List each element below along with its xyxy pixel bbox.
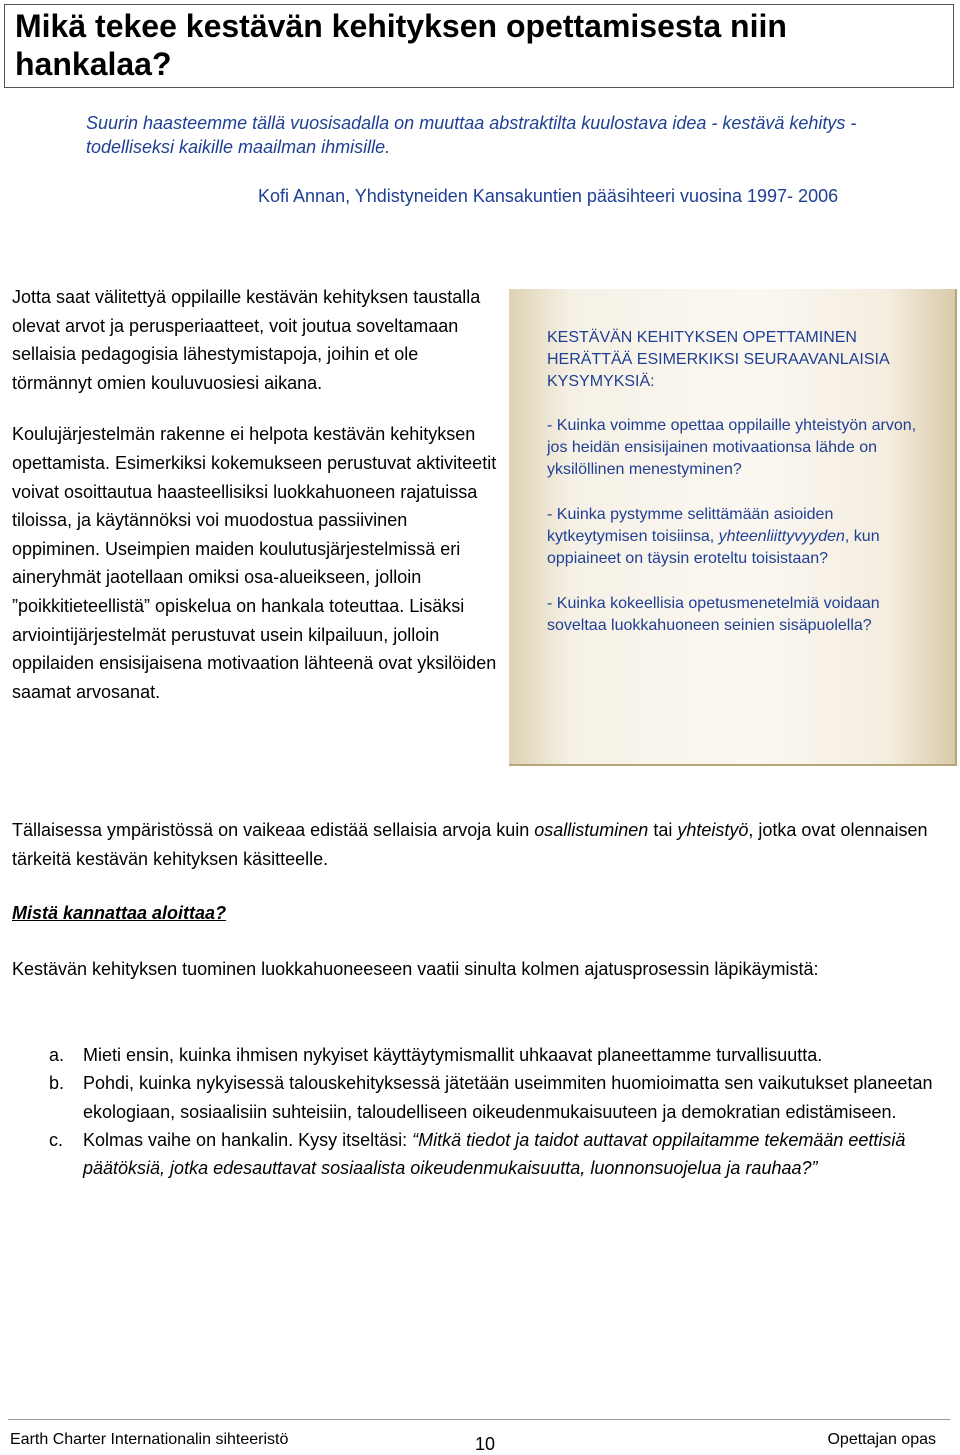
questions-callout xyxy=(509,289,957,766)
footer-organization: Earth Charter Internationalin sihteeristö xyxy=(10,1431,289,1448)
values-emphasis-participation: osallistuminen xyxy=(534,820,649,840)
list-marker: a. xyxy=(49,1045,65,1065)
quote-attribution: Kofi Annan, Yhdistyneiden Kansakuntien pääsihteeri vuosina 1997- 2006 xyxy=(258,186,839,206)
quote-text: Suurin haasteemme tällä vuosisadalla on muuttaa abstraktilta kuulostava idea - kestävä kehitys - todelliseksi kaikille maailman ihmisille. xyxy=(86,113,857,157)
paragraph-values xyxy=(12,816,942,873)
callout-heading: KESTÄVÄN KEHITYKSEN OPETTAMINEN HERÄTTÄÄ ESIMERKIKSI SEURAAVANLAISIA KYSYMYKSIÄ: xyxy=(547,329,889,390)
callout-question-1: - Kuinka voimme opettaa oppilaille yhteistyön arvon, jos heidän ensisijainen motivaationsa lähde on yksilöllinen menestyminen? xyxy=(547,417,917,478)
list-item xyxy=(12,1041,942,1069)
callout-question-2-end: , kun oppiaineet on täysin eroteltu toisistaan? xyxy=(547,528,880,567)
footer-document-name: Opettajan opas xyxy=(827,1431,936,1448)
list-item-emphasis: “Mitkä tiedot ja taidot auttavat oppilaitamme tekemään eettisiä päätöksiä, jotka edesauttavat sosiaalista oikeudenmukaisuutta, luonnonsuojelua ja rauhaa?” xyxy=(83,1129,906,1179)
values-emphasis-cooperation: yhteistyö xyxy=(677,820,749,840)
list-marker: b. xyxy=(49,1073,65,1094)
list-item xyxy=(12,1069,942,1126)
page-number: 10 xyxy=(475,1434,496,1454)
values-text-start: Tällaisessa ympäristössä on vaikeaa edistää sellaisia arvoja kuin xyxy=(12,820,535,840)
callout-question-2-start: - Kuinka pystymme selittämään asioiden kytkeytymisen toisiinsa, xyxy=(547,506,834,545)
list-item-text: Mieti ensin, kuinka ihmisen nykyiset käyttäytymismallit uhkaavat planeettamme turvallisuutta. xyxy=(83,1045,823,1065)
list-marker: c. xyxy=(49,1129,64,1150)
paragraph-intro: Kestävän kehityksen tuominen luokkahuoneeseen vaatii sinulta kolmen ajatusprosessin läpikäymistä: xyxy=(12,959,819,979)
list-item-text: Kolmas vaihe on hankalin. Kysy itseltäsi: xyxy=(83,1129,413,1150)
callout-question-3: - Kuinka kokeellisia opetusmenetelmiä voidaan soveltaa luokkahuoneen seinien sisäpuolella? xyxy=(547,595,880,634)
list-item xyxy=(12,1126,942,1183)
values-text-end: , jotka ovat olennaisen tärkeitä kestävän kehityksen käsitteelle. xyxy=(12,820,928,869)
page-title: Mikä tekee kestävän kehityksen opettamisesta niin hankalaa? xyxy=(15,8,787,82)
paragraph-school-structure: Koulujärjestelmän rakenne ei helpota kestävän kehityksen opettamista. Esimerkiksi kokemukseen perustuvat aktiviteetit voivat osoittautua haasteellisiksi luokkahuoneen rajatuissa tiloissa, ja käytännöksi voi muodostua passiivinen oppiminen. Useimpien maiden koulutusjärjestelmissä eri aineryhmät jaotellaan omiksi osa-alueikseen, jolloin ”poikkitieteellistä” opiskelua on hankala toteuttaa. Lisäksi arviointijärjestelmät perustuvat usein kilpailuun, jolloin oppilaiden ensisijaisena motivaation lähteenä ovat yksilöiden saamat arvosanat. xyxy=(12,424,497,702)
paragraph-pedagogy: Jotta saat välitettyä oppilaille kestävän kehityksen taustalla olevat arvot ja perusperiaatteet, voit joutua soveltamaan sellaisia pedagogisia lähestymistapoja, joihin et ole törmännyt omien kouluvuosiesi aikana. xyxy=(12,287,481,393)
callout-question-2 xyxy=(547,504,927,570)
left-column xyxy=(12,283,500,706)
steps-list xyxy=(12,1041,942,1182)
section-heading: Mistä kannattaa aloittaa? xyxy=(12,903,227,923)
title-box xyxy=(4,4,954,88)
values-text-middle: tai xyxy=(648,820,678,840)
callout-question-2-emphasis: yhteenliittyvyyden xyxy=(718,528,845,545)
list-item-text: Pohdi, kuinka nykyisessä talouskehityksessä jätetään useimmiten huomioimatta sen vaikutukset planeetan ekologiaan, sosiaalisiin suhteisiin, taloudelliseen oikeudenmukaisuuteen ja demokratian edistämiseen. xyxy=(83,1073,933,1122)
footer-divider xyxy=(8,1419,950,1420)
